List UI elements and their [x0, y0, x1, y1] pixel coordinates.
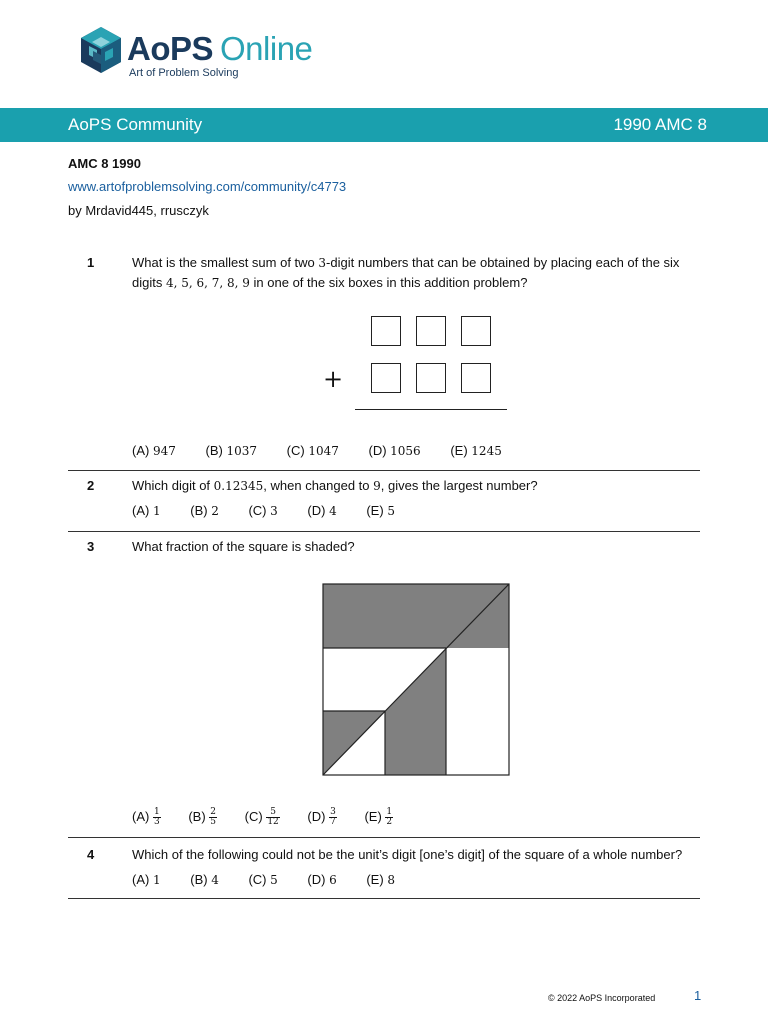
choice-b: (B) $\frac{2}{5}$: [188, 807, 217, 827]
banner-community-link[interactable]: AoPS Community: [68, 115, 203, 134]
shaded-middle-trapezoid: [385, 648, 446, 775]
problem-2-number: 2: [87, 478, 95, 493]
problem-3-choices: [132, 808, 417, 827]
contest-title: AMC 8 1990: [68, 156, 141, 171]
brand-tagline: Art of Problem Solving: [129, 67, 239, 79]
community-url-link[interactable]: www.artofproblemsolving.com/community/c4773: [68, 179, 347, 194]
choice-d: (D) $\frac{3}{7}$: [307, 807, 336, 827]
fraction: $\frac{5}{12}$: [267, 807, 279, 827]
fraction: $\frac{2}{5}$: [210, 807, 217, 827]
choice-d: (D) 6: [307, 872, 337, 887]
problem-1-text: What is the smallest sum of two 3-digit numbers that can be obtained by placing each of the six digits 4, 5, 6, 7, 8, 9 in one of the six boxes in this addition problem?: [132, 255, 680, 290]
choice-a: (A) 947: [132, 443, 176, 458]
problem-4-text: Which of the following could not be the unit’s digit [one’s digit] of the square of a whole number?: [132, 847, 683, 862]
authors-line: by Mrdavid445, rrusczyk: [68, 203, 209, 218]
problem-3-text: What fraction of the square is shaded?: [132, 539, 355, 554]
sum-line: [355, 409, 507, 410]
choice-c: (C) $\frac{5}{12}$: [244, 807, 279, 827]
digit-box: [416, 363, 446, 393]
shaded-square-figure: [322, 583, 510, 777]
problem-divider: [68, 898, 700, 899]
problem-2-text: Which digit of 0.12345, when changed to 9, gives the largest number?: [132, 478, 538, 493]
cube-logo-icon: [80, 26, 122, 74]
digit-box: [461, 363, 491, 393]
brand-wordmark: AoPS Online: [127, 30, 313, 67]
problem-divider: [68, 531, 700, 532]
choice-c: (C) 3: [248, 503, 278, 518]
problem-3-number: 3: [87, 539, 95, 554]
community-banner: [0, 108, 768, 142]
choice-e: (E) $\frac{1}{2}$: [364, 807, 393, 827]
choice-a: (A) 1: [132, 872, 161, 887]
digit-box: [461, 316, 491, 346]
choice-e: (E) 8: [366, 872, 395, 887]
problem-1-number: 1: [87, 255, 95, 270]
choice-b: (B) 2: [190, 503, 219, 518]
page-number: 1: [694, 988, 702, 1003]
aops-online-logo[interactable]: [80, 26, 340, 82]
footer-copyright: © 2022 AoPS Incorporated: [548, 993, 656, 1003]
fraction: $\frac{3}{7}$: [330, 807, 336, 827]
fraction: $\frac{1}{2}$: [386, 807, 393, 827]
choice-a: (A) $\frac{1}{3}$: [132, 807, 160, 827]
choice-b: (B) 1037: [205, 443, 258, 458]
problem-2-choices: [132, 503, 421, 518]
problem-divider: [68, 470, 700, 471]
choice-d: (D) 1056: [368, 443, 421, 458]
digit-box: [416, 316, 446, 346]
choice-b: (B) 4: [190, 872, 219, 887]
banner-contest-title: 1990 AMC 8: [613, 115, 707, 134]
problem-4-choices: [132, 872, 421, 887]
choice-c: (C) 1047: [286, 443, 339, 458]
digit-box: [371, 316, 401, 346]
choice-d: (D) 4: [307, 503, 337, 518]
problem-4-number: 4: [87, 847, 95, 862]
fraction: $\frac{1}{3}$: [153, 807, 160, 827]
choice-e: (E) 5: [366, 503, 395, 518]
problem-1-choices: [132, 443, 528, 458]
problem-divider: [68, 837, 700, 838]
plus-sign: +: [323, 365, 344, 393]
choice-a: (A) 1: [132, 503, 161, 518]
digit-box: [371, 363, 401, 393]
choice-c: (C) 5: [248, 872, 278, 887]
choice-e: (E) 1245: [450, 443, 502, 458]
